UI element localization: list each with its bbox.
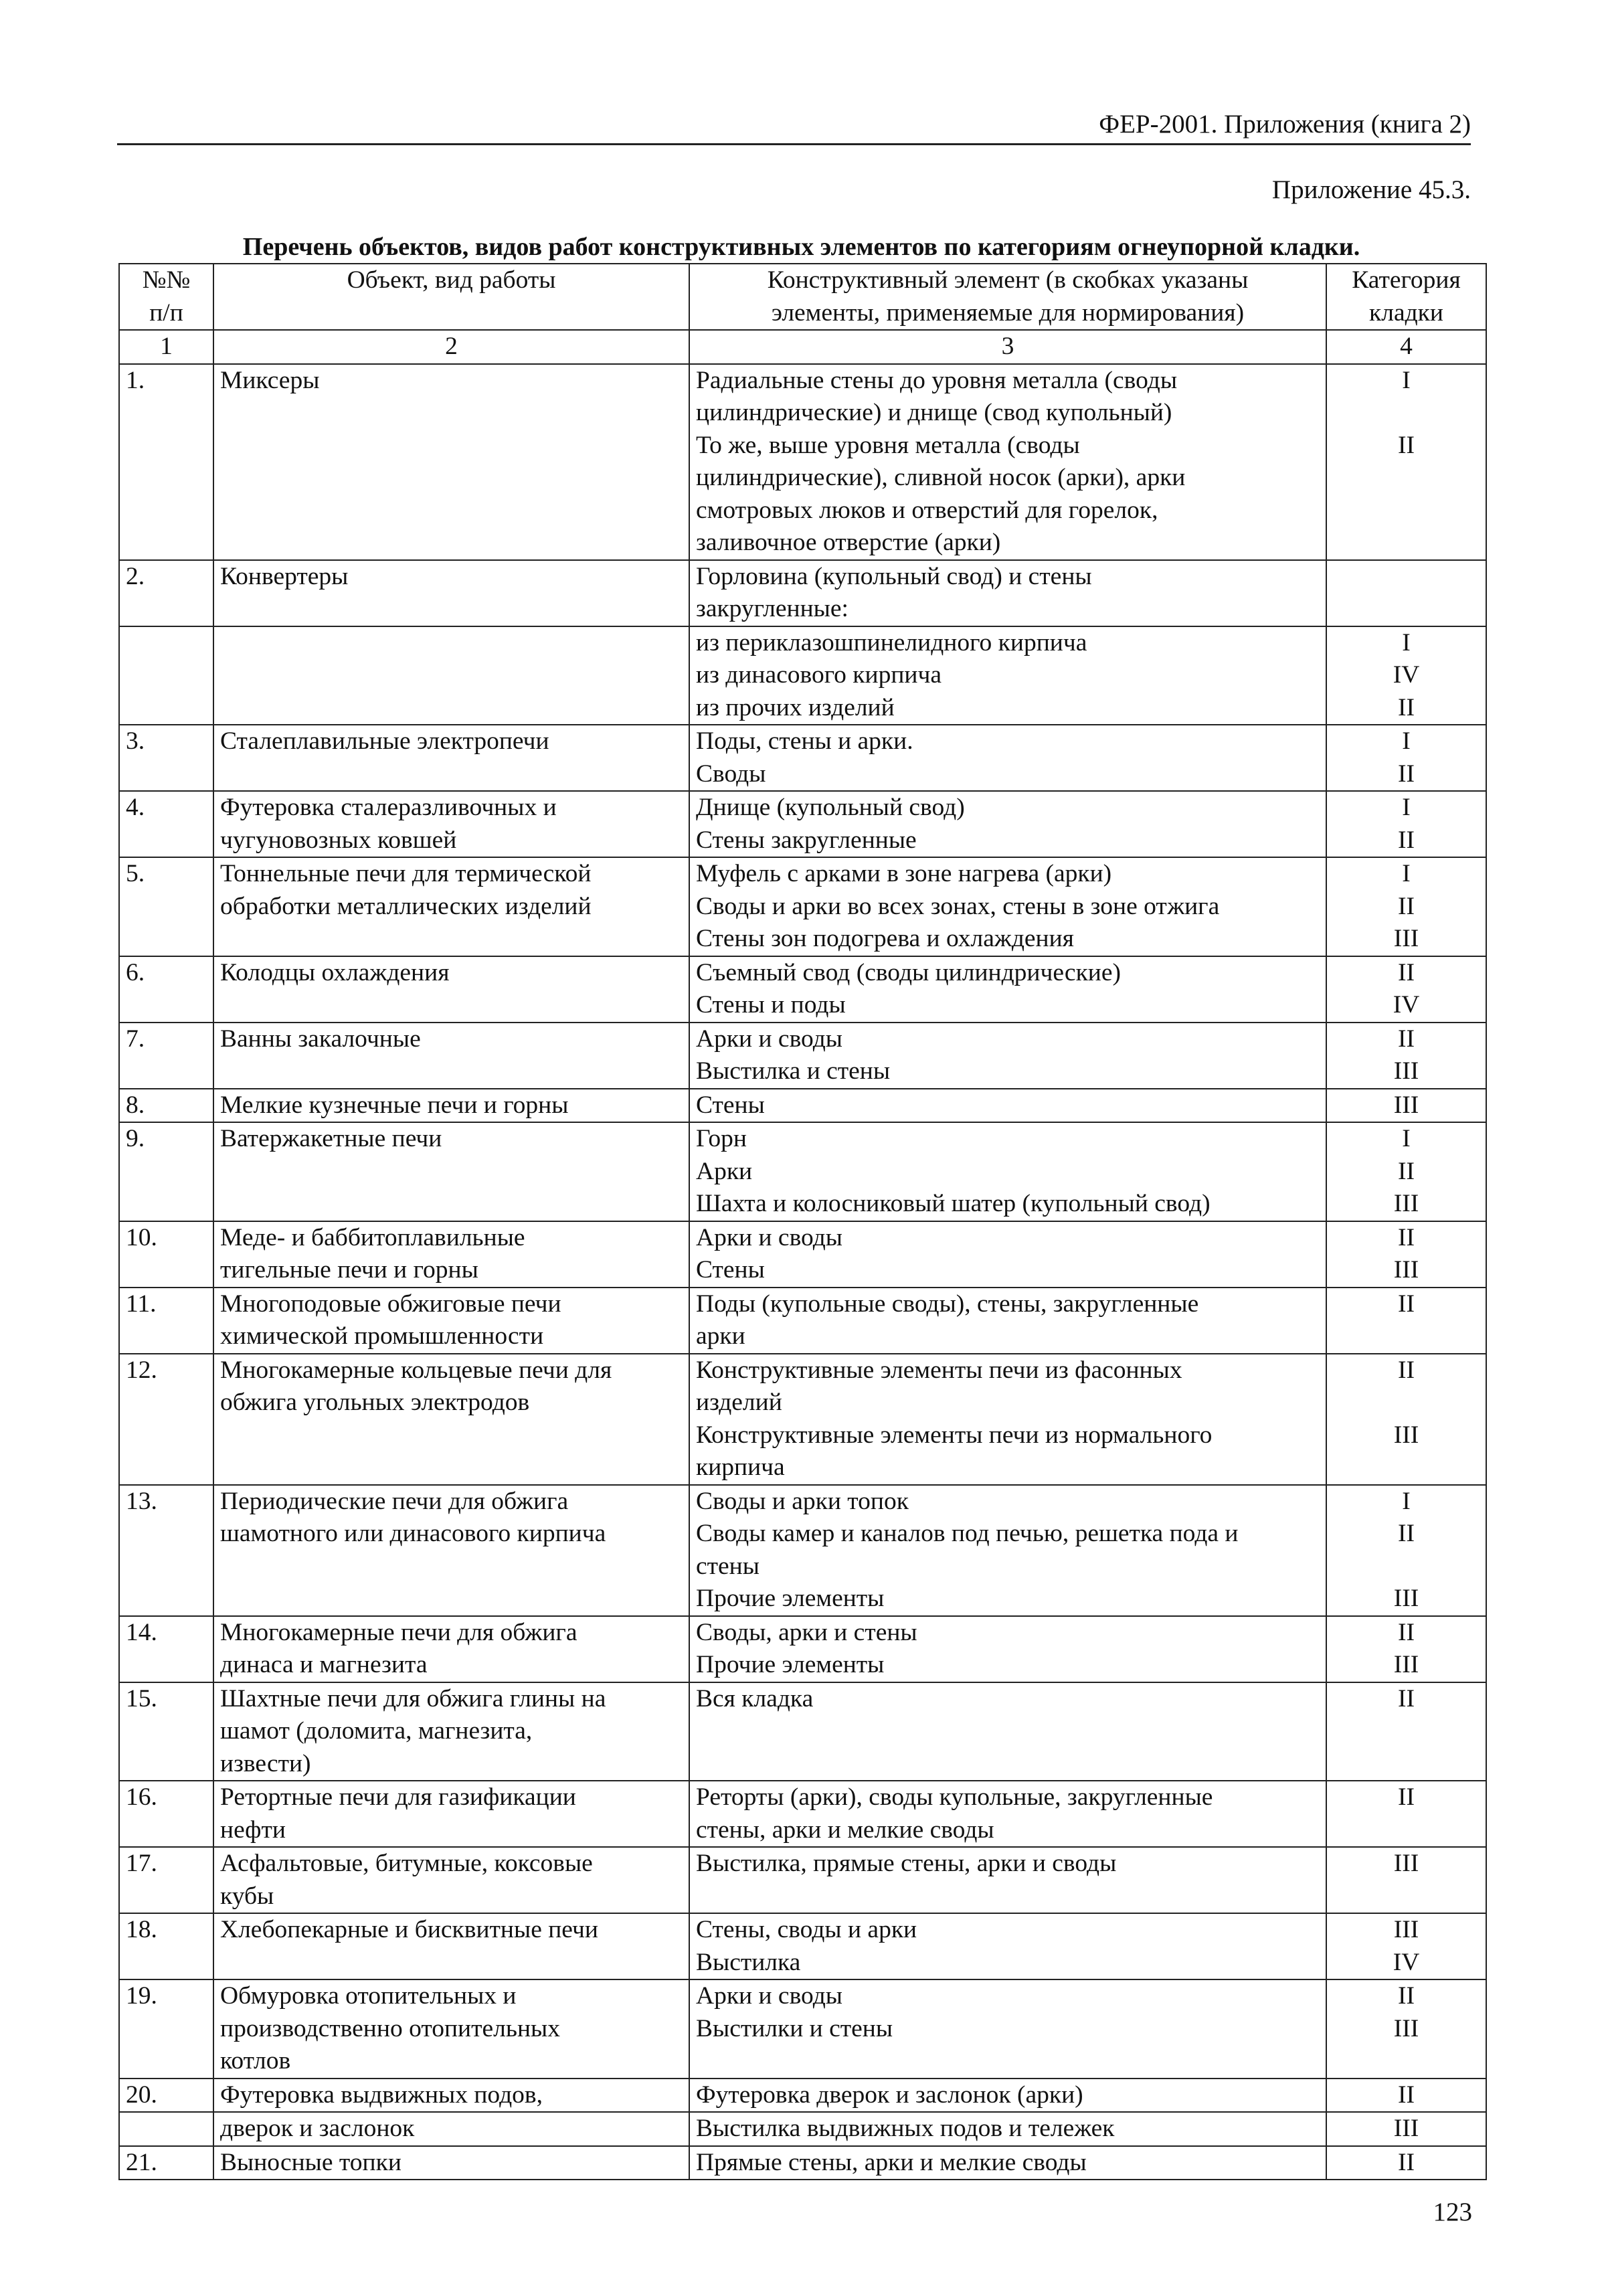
header-category-line: Категория <box>1352 266 1461 294</box>
category-cell-line: III <box>1393 1057 1419 1085</box>
table-row <box>119 1023 1486 1089</box>
object-cell-line: извести) <box>220 1749 311 1777</box>
object-cell-line: производственно отопительных <box>220 2014 560 2042</box>
appendix-label: Приложение 45.3. <box>1271 175 1471 204</box>
object-cell <box>213 1089 689 1123</box>
category-cell-line <box>1333 561 1480 594</box>
element-cell-line: Стены, своды и арки <box>696 1916 917 1943</box>
element-cell-line: Арки <box>696 1157 753 1185</box>
category-cell-line: IV <box>1393 991 1420 1019</box>
category-cell <box>1326 364 1486 560</box>
object-cell-line: Шахтные печи для обжига глины на <box>220 1684 606 1712</box>
category-cell-line: III <box>1393 1651 1419 1678</box>
header-element <box>689 264 1326 330</box>
category-cell-line: II <box>1398 1290 1415 1318</box>
object-cell-line: обработки металлических изделий <box>220 892 592 920</box>
category-cell <box>1326 1979 1486 2079</box>
object-cell-line: Многоподовые обжиговые печи <box>220 1290 561 1318</box>
object-cell <box>213 1781 689 1847</box>
object-cell-line: Ватержакетные печи <box>220 1125 442 1152</box>
category-cell <box>1326 1122 1486 1221</box>
category-cell-line <box>1333 1387 1480 1419</box>
object-cell <box>213 2112 689 2146</box>
row-number: 17. <box>119 1847 213 1913</box>
category-cell <box>1326 1221 1486 1288</box>
element-cell <box>689 626 1326 725</box>
category-cell-line: II <box>1398 1684 1415 1712</box>
row-number: 13. <box>119 1485 213 1616</box>
category-cell-line <box>1333 1320 1480 1353</box>
element-cell <box>689 1089 1326 1123</box>
table-row <box>119 1485 1486 1616</box>
category-cell <box>1326 1847 1486 1913</box>
object-cell-line: дверок и заслонок <box>220 2115 415 2142</box>
object-cell-line: Футеровка сталеразливочных и <box>220 794 557 821</box>
header-num-line: п/п <box>149 298 183 327</box>
object-cell-line: Хлебопекарные и бисквитные печи <box>220 1916 598 1943</box>
element-cell <box>689 857 1326 956</box>
element-cell-line: Шахта и колосниковый шатер (купольный свод) <box>696 1190 1211 1217</box>
category-cell <box>1326 1485 1486 1616</box>
table-row <box>119 791 1486 857</box>
category-cell <box>1326 1781 1486 1847</box>
object-cell <box>213 560 689 626</box>
category-cell-line: II <box>1398 958 1415 986</box>
object-cell-line: нефти <box>220 1816 286 1844</box>
table-body <box>119 364 1486 2180</box>
table-row <box>119 2146 1486 2180</box>
row-number: 14. <box>119 1616 213 1682</box>
row-number: 8. <box>119 1089 213 1123</box>
category-cell-line: III <box>1393 1421 1419 1449</box>
element-cell-line: То же, выше уровня металла (своды <box>696 431 1080 459</box>
element-cell-line: Своды камер и каналов под печью, решетка пода и <box>696 1520 1239 1547</box>
category-cell <box>1326 1913 1486 1979</box>
row-number: 21. <box>119 2146 213 2180</box>
object-cell <box>213 364 689 560</box>
element-cell-line: Прочие элементы <box>696 1585 885 1612</box>
element-cell <box>689 1288 1326 1354</box>
table-row <box>119 1682 1486 1781</box>
element-cell-line: Конструктивные элементы печи из нормального <box>696 1421 1213 1449</box>
category-cell-line: I <box>1402 366 1411 394</box>
object-cell <box>213 1288 689 1354</box>
column-number-row <box>119 330 1486 364</box>
object-cell-line <box>220 627 683 660</box>
element-cell-line: Стены <box>696 1091 765 1119</box>
table-header-row <box>119 264 1486 330</box>
table-row <box>119 626 1486 725</box>
category-cell-line: III <box>1393 2115 1419 2142</box>
object-cell <box>213 1023 689 1089</box>
object-cell-line: котлов <box>220 2047 291 2074</box>
object-cell-line: шамотного или динасового кирпича <box>220 1520 606 1547</box>
header-num <box>119 264 213 330</box>
element-cell <box>689 1354 1326 1485</box>
object-cell <box>213 1682 689 1781</box>
element-cell-line: Выстилка выдвижных подов и тележек <box>696 2115 1115 2142</box>
object-cell-line: Сталеплавильные электропечи <box>220 727 549 755</box>
element-cell-line: Арки и своды <box>696 1025 842 1053</box>
element-cell <box>689 956 1326 1023</box>
row-number: 20. <box>119 2079 213 2113</box>
element-cell-line: Стены закругленные <box>696 826 917 854</box>
object-cell-line: чугуновозных ковшей <box>220 826 457 854</box>
row-number: 7. <box>119 1023 213 1089</box>
category-cell-line: III <box>1393 1091 1419 1119</box>
document-title: Перечень объектов, видов работ конструктивных элементов по категориям огнеупорной кладки. <box>242 233 1360 261</box>
element-cell <box>689 1485 1326 1616</box>
row-number: 2. <box>119 560 213 626</box>
object-cell-line: Ванны закалочные <box>220 1025 421 1053</box>
object-cell <box>213 1122 689 1221</box>
category-cell-line: II <box>1398 2081 1415 2109</box>
element-cell-line: Муфель с арками в зоне нагрева (арки) <box>696 860 1112 887</box>
element-cell <box>689 1616 1326 1682</box>
element-cell-line: стены, арки и мелкие своды <box>696 1816 994 1844</box>
element-cell-line: цилиндрические), сливной носок (арки), арки <box>696 464 1186 491</box>
category-cell-line: II <box>1398 693 1415 721</box>
row-number: 18. <box>119 1913 213 1979</box>
object-cell-line: Тоннельные печи для термической <box>220 860 592 887</box>
category-cell-line: I <box>1402 1487 1411 1515</box>
element-cell-line: из динасового кирпича <box>696 661 942 689</box>
category-cell <box>1326 725 1486 791</box>
element-cell-line: кирпича <box>696 1453 785 1481</box>
object-cell <box>213 1979 689 2079</box>
element-cell-line: Стены и поды <box>696 991 846 1019</box>
object-cell <box>213 956 689 1023</box>
table-row <box>119 1913 1486 1979</box>
object-cell-line: Обмуровка отопительных и <box>220 1982 517 2010</box>
object-cell <box>213 857 689 956</box>
category-cell <box>1326 1682 1486 1781</box>
object-cell-line: Миксеры <box>220 366 320 394</box>
element-cell-line: Горн <box>696 1125 747 1152</box>
element-cell <box>689 1122 1326 1221</box>
element-cell-line: Выстилки и стены <box>696 2014 893 2042</box>
category-cell-line: II <box>1398 760 1415 788</box>
category-cell-line: II <box>1398 431 1415 459</box>
element-cell <box>689 1221 1326 1288</box>
table-row <box>119 1781 1486 1847</box>
element-cell <box>689 560 1326 626</box>
row-number: 6. <box>119 956 213 1023</box>
element-cell-line: из прочих изделий <box>696 693 895 721</box>
category-cell-line: II <box>1398 1618 1415 1646</box>
category-cell-line <box>1333 593 1480 626</box>
element-cell <box>689 1913 1326 1979</box>
category-cell-line <box>1333 1451 1480 1484</box>
object-cell-line: динаса и магнезита <box>220 1651 428 1678</box>
element-cell-line: арки <box>696 1322 745 1350</box>
category-cell-line: II <box>1398 1356 1415 1384</box>
object-cell-line: тигельные печи и горны <box>220 1256 478 1284</box>
category-cell <box>1326 2079 1486 2113</box>
table-row <box>119 1122 1486 1221</box>
object-cell <box>213 1354 689 1485</box>
category-cell-line: II <box>1398 892 1415 920</box>
category-cell <box>1326 626 1486 725</box>
row-number: 3. <box>119 725 213 791</box>
table-row <box>119 1221 1486 1288</box>
table-row <box>119 1616 1486 1682</box>
category-cell-line: I <box>1402 794 1411 821</box>
object-cell-line: Асфальтовые, битумные, коксовые <box>220 1850 593 1877</box>
row-number: 16. <box>119 1781 213 1847</box>
category-cell-line: I <box>1402 860 1411 887</box>
category-cell-line: III <box>1393 925 1419 952</box>
category-cell-line: III <box>1393 1916 1419 1943</box>
element-cell <box>689 1023 1326 1089</box>
element-cell-line: Футеровка дверок и заслонок (арки) <box>696 2081 1083 2109</box>
object-cell-line: шамот (доломита, магнезита, <box>220 1717 533 1745</box>
column-number: 1 <box>119 330 213 364</box>
category-cell <box>1326 791 1486 857</box>
object-cell <box>213 1913 689 1979</box>
category-cell-line: III <box>1393 2014 1419 2042</box>
table-row <box>119 1847 1486 1913</box>
element-cell-line: смотровых люков и отверстий для горелок, <box>696 496 1158 524</box>
category-cell-line <box>1333 495 1480 527</box>
element-cell-line: Выстилка, прямые стены, арки и своды <box>696 1850 1117 1877</box>
category-cell-line: II <box>1398 1783 1415 1811</box>
element-cell-line: Вся кладка <box>696 1684 814 1712</box>
element-cell-line: Стены зон подогрева и охлаждения <box>696 925 1074 952</box>
category-cell-line: II <box>1398 1982 1415 2010</box>
table-row <box>119 1089 1486 1123</box>
table-row <box>119 725 1486 791</box>
element-cell <box>689 2079 1326 2113</box>
element-cell-line: Своды и арки топок <box>696 1487 909 1515</box>
header-element-line: Конструктивный элемент (в скобках указаны <box>767 266 1249 294</box>
category-cell-line: II <box>1398 1223 1415 1251</box>
element-cell-line: Днище (купольный свод) <box>696 794 965 821</box>
element-cell-line: Прочие элементы <box>696 1651 885 1678</box>
row-number: 9. <box>119 1122 213 1221</box>
object-cell-line: химической промышленности <box>220 1322 544 1350</box>
category-cell-line: I <box>1402 1125 1411 1152</box>
column-number: 4 <box>1326 330 1486 364</box>
element-cell-line: из периклазошпинелидного кирпича <box>696 628 1087 656</box>
category-cell <box>1326 1354 1486 1485</box>
element-cell <box>689 725 1326 791</box>
header-category-line: кладки <box>1369 298 1443 327</box>
element-cell-line: закругленные: <box>696 595 848 622</box>
element-cell-line: Своды и арки во всех зонах, стены в зоне отжига <box>696 892 1220 920</box>
category-cell-line: I <box>1402 628 1411 656</box>
object-cell-line: Периодические печи для обжига <box>220 1487 569 1515</box>
row-number: 5. <box>119 857 213 956</box>
object-cell-line: Колодцы охлаждения <box>220 958 450 986</box>
element-cell-line: Своды, арки и стены <box>696 1618 917 1646</box>
category-cell <box>1326 560 1486 626</box>
object-cell <box>213 626 689 725</box>
object-cell <box>213 791 689 857</box>
table-row <box>119 1979 1486 2079</box>
row-number: 15. <box>119 1682 213 1781</box>
element-cell-line: Съемный свод (своды цилиндрические) <box>696 958 1121 986</box>
table-row <box>119 857 1486 956</box>
table-row <box>119 2112 1486 2146</box>
category-cell-line: III <box>1393 1190 1419 1217</box>
element-cell <box>689 364 1326 560</box>
element-cell <box>689 791 1326 857</box>
category-cell <box>1326 956 1486 1023</box>
category-cell-line: IV <box>1393 661 1420 689</box>
category-cell <box>1326 1616 1486 1682</box>
table-row <box>119 1288 1486 1354</box>
object-cell <box>213 2146 689 2180</box>
element-cell-line: стены <box>696 1552 760 1580</box>
element-cell-line: изделий <box>696 1389 782 1416</box>
element-cell-line: Горловина (купольный свод) и стены <box>696 562 1092 590</box>
category-cell-line: II <box>1398 1157 1415 1185</box>
running-head: ФЕР-2001. Приложения (книга 2) <box>117 107 1471 145</box>
category-cell-line: IV <box>1393 1948 1420 1976</box>
object-cell-line: Мелкие кузнечные печи и горны <box>220 1091 569 1119</box>
category-cell-line: III <box>1393 1850 1419 1877</box>
element-cell-line: Реторты (арки), своды купольные, закругленные <box>696 1783 1213 1811</box>
object-cell-line: Многокамерные печи для обжига <box>220 1618 577 1646</box>
element-cell-line: Радиальные стены до уровня металла (своды <box>696 366 1178 394</box>
object-cell <box>213 1221 689 1288</box>
category-cell-line: II <box>1398 1520 1415 1547</box>
element-cell <box>689 1682 1326 1781</box>
table-row <box>119 2079 1486 2113</box>
element-cell-line: Выстилка <box>696 1948 801 1976</box>
element-cell-line: Своды <box>696 760 766 788</box>
category-cell-line: II <box>1398 826 1415 854</box>
page-number: 123 <box>1433 2198 1472 2226</box>
category-cell-line <box>1333 397 1480 430</box>
category-cell-line: I <box>1402 727 1411 755</box>
element-cell-line: заливочное отверстие (арки) <box>696 529 1001 556</box>
element-cell-line: Прямые стены, арки и мелкие своды <box>696 2148 1087 2176</box>
element-cell-line: Конструктивные элементы печи из фасонных <box>696 1356 1182 1384</box>
category-cell-line: II <box>1398 2148 1415 2176</box>
row-number <box>119 626 213 725</box>
object-cell <box>213 2079 689 2113</box>
object-cell-line: Конвертеры <box>220 562 349 590</box>
object-cell-line: Футеровка выдвижных подов, <box>220 2081 543 2109</box>
category-cell <box>1326 1288 1486 1354</box>
element-cell-line: Арки и своды <box>696 1223 842 1251</box>
object-cell <box>213 1616 689 1682</box>
row-number: 4. <box>119 791 213 857</box>
element-cell-line: Арки и своды <box>696 1982 842 2010</box>
category-cell-line <box>1333 462 1480 495</box>
element-cell <box>689 1979 1326 2079</box>
header-category <box>1326 264 1486 330</box>
object-cell-line: Меде- и баббитоплавильные <box>220 1223 525 1251</box>
column-number: 3 <box>689 330 1326 364</box>
row-number: 12. <box>119 1354 213 1485</box>
element-cell-line: Поды, стены и арки. <box>696 727 913 755</box>
element-cell <box>689 2146 1326 2180</box>
row-number: 1. <box>119 364 213 560</box>
table-row <box>119 560 1486 626</box>
element-cell-line: Стены <box>696 1256 765 1284</box>
category-cell <box>1326 857 1486 956</box>
row-number: 11. <box>119 1288 213 1354</box>
object-cell-line: кубы <box>220 1882 274 1910</box>
object-cell-line: Многокамерные кольцевые печи для <box>220 1356 612 1384</box>
table-row <box>119 956 1486 1023</box>
object-cell <box>213 725 689 791</box>
object-cell-line: обжига угольных электродов <box>220 1389 530 1416</box>
category-cell-line <box>1333 1814 1480 1847</box>
category-cell-line <box>1333 1551 1480 1583</box>
row-number: 10. <box>119 1221 213 1288</box>
category-cell <box>1326 1023 1486 1089</box>
element-cell-line: Выстилка и стены <box>696 1057 891 1085</box>
category-cell <box>1326 1089 1486 1123</box>
header-num-line: №№ <box>142 266 191 294</box>
category-cell-line <box>1333 527 1480 559</box>
row-number <box>119 2112 213 2146</box>
element-cell-line: цилиндрические) и днище (свод купольный) <box>696 399 1172 426</box>
category-cell-line: II <box>1398 1025 1415 1053</box>
table-row <box>119 364 1486 560</box>
object-cell <box>213 1847 689 1913</box>
table-row <box>119 1354 1486 1485</box>
category-cell <box>1326 2146 1486 2180</box>
header-object: Объект, вид работы <box>213 264 689 330</box>
element-cell <box>689 2112 1326 2146</box>
category-cell <box>1326 2112 1486 2146</box>
object-cell-line: Ретортные печи для газификации <box>220 1783 576 1811</box>
object-cell-line: Выносные топки <box>220 2148 401 2176</box>
header-element-line: элементы, применяемые для нормирования) <box>771 298 1245 327</box>
element-cell-line: Поды (купольные своды), стены, закругленные <box>696 1290 1199 1318</box>
column-number: 2 <box>213 330 689 364</box>
element-cell <box>689 1847 1326 1913</box>
row-number: 19. <box>119 1979 213 2079</box>
category-cell-line: III <box>1393 1256 1419 1284</box>
category-cell-line: III <box>1393 1585 1419 1612</box>
categories-table <box>118 263 1487 2180</box>
element-cell <box>689 1781 1326 1847</box>
object-cell <box>213 1485 689 1616</box>
